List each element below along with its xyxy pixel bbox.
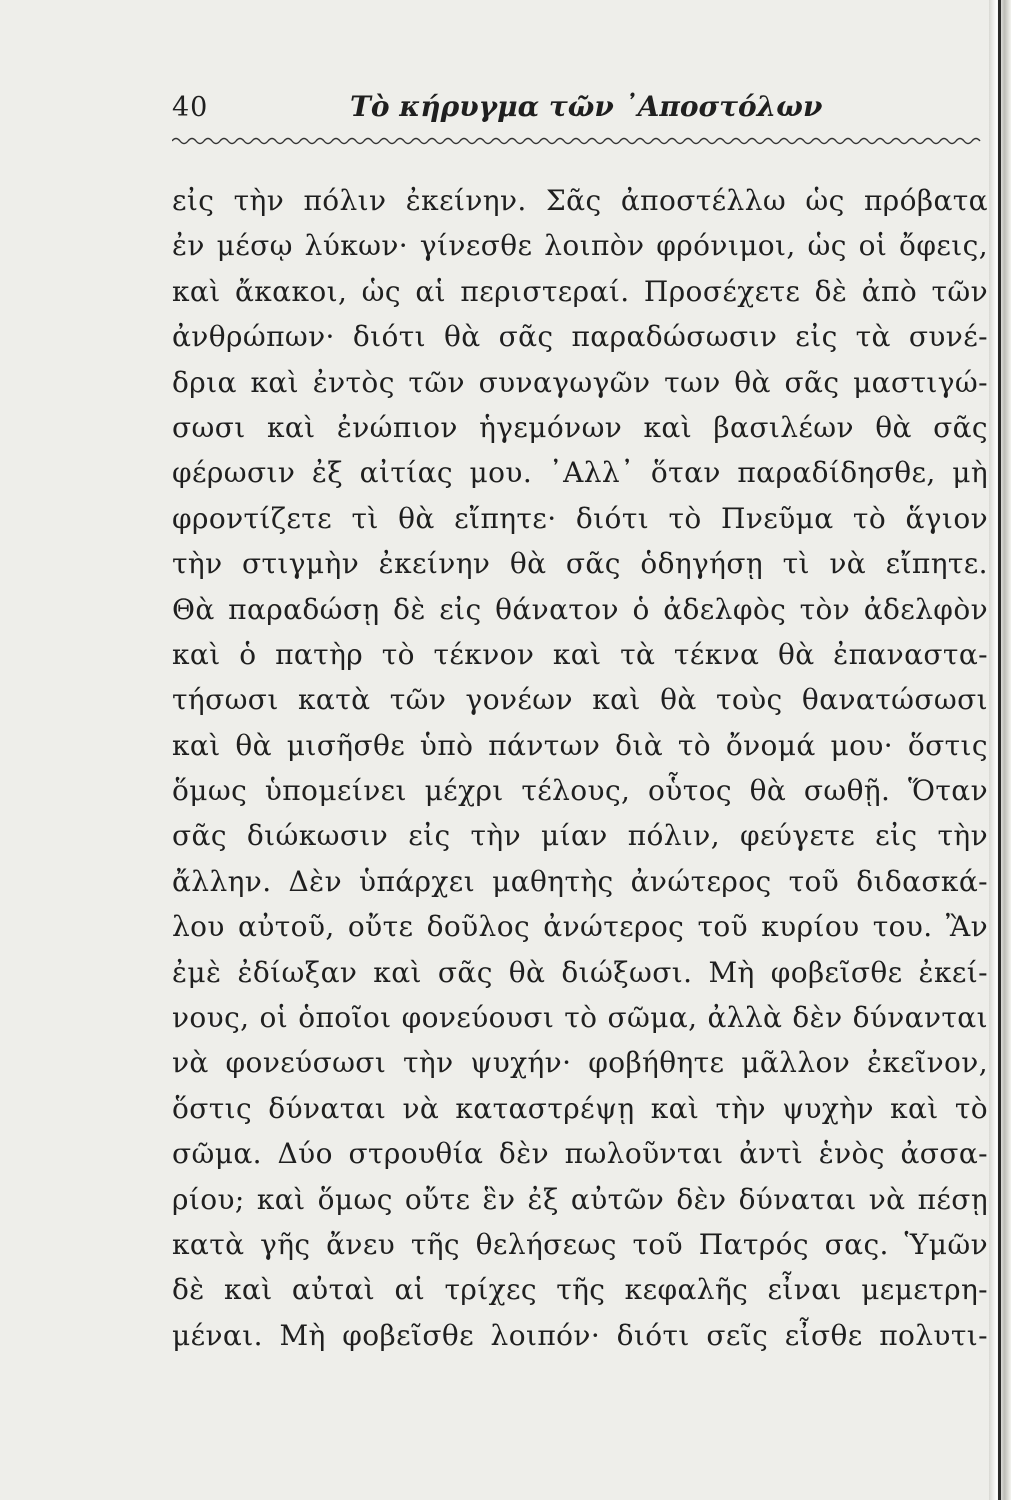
text-line: τήσωσι κατὰ τῶν γονέων καὶ θὰ τοὺς θανατώσωσι bbox=[172, 683, 988, 717]
text-line: σῶμα. Δύο στρουθία δὲν πωλοῦνται ἀντὶ ἑνὸς ἀσσα- bbox=[172, 1137, 988, 1171]
header-wavy-rule bbox=[172, 134, 982, 148]
text-line: ὅστις δύναται νὰ καταστρέψῃ καὶ τὴν ψυχὴν καὶ τὸ bbox=[172, 1091, 988, 1125]
text-line: καὶ ἄκακοι, ὡς αἱ περιστεραί. Προσέχετε δὲ ἀπὸ τῶν bbox=[172, 274, 988, 308]
text-line: δὲ καὶ αὐταὶ αἱ τρίχες τῆς κεφαλῆς εἶναι μεμετρη- bbox=[172, 1273, 988, 1307]
text-line: ἀνθρώπων· διότι θὰ σᾶς παραδώσωσιν εἰς τὰ συνέ- bbox=[172, 320, 988, 354]
text-line: σωσι καὶ ἐνώπιον ἡγεμόνων καὶ βασιλέων θὰ σᾶς bbox=[172, 410, 988, 444]
text-line: ὅμως ὑπομείνει μέχρι τέλους, οὗτος θὰ σωθῇ. Ὅταν bbox=[172, 774, 988, 808]
text-line: εἰς τὴν πόλιν ἐκείνην. Σᾶς ἀποστέλλω ὡς πρόβατα bbox=[172, 184, 988, 217]
text-line: ἐμὲ ἐδίωξαν καὶ σᾶς θὰ διώξωσι. Μὴ φοβεῖσθε ἐκεί- bbox=[172, 955, 988, 989]
text-line: ἄλλην. Δὲν ὑπάρχει μαθητὴς ἀνώτερος τοῦ διδασκά- bbox=[172, 864, 988, 898]
text-line: νους, οἱ ὁποῖοι φονεύουσι τὸ σῶμα, ἀλλὰ δὲν δύνανται bbox=[172, 1001, 988, 1035]
text-line: καὶ ὁ πατὴρ τὸ τέκνον καὶ τὰ τέκνα θὰ ἐπαναστα- bbox=[172, 637, 988, 671]
text-line: κατὰ γῆς ἄνευ τῆς θελήσεως τοῦ Πατρός σας. Ὑμῶν bbox=[172, 1227, 988, 1261]
page-binding-edge bbox=[998, 0, 1001, 1500]
text-line: τὴν στιγμὴν ἐκείνην θὰ σᾶς ὁδηγήσῃ τὶ νὰ εἴπητε. bbox=[172, 547, 988, 581]
body-text bbox=[172, 178, 988, 1358]
text-line: φέρωσιν ἐξ αἰτίας μου. ᾿Αλλ᾽ ὅταν παραδίδησθε, μὴ bbox=[172, 456, 988, 490]
text-line: ρίου; καὶ ὅμως οὔτε ἓν ἐξ αὐτῶν δὲν δύναται νὰ πέσῃ bbox=[172, 1182, 988, 1216]
text-line: νὰ φονεύσωσι τὴν ψυχήν· φοβήθητε μᾶλλον ἐκεῖνον, bbox=[172, 1046, 988, 1080]
text-line: μέναι. Μὴ φοβεῖσθε λοιπόν· διότι σεῖς εἶσθε πολυτι- bbox=[172, 1318, 988, 1352]
text-line: Θὰ παραδώσῃ δὲ εἰς θάνατον ὁ ἀδελφὸς τὸν ἀδελφὸν bbox=[172, 592, 988, 626]
text-line: σᾶς διώκωσιν εἰς τὴν μίαν πόλιν, φεύγετε εἰς τὴν bbox=[172, 819, 988, 853]
text-line: λου αὐτοῦ, οὔτε δοῦλος ἀνώτερος τοῦ κυρίου του. Ἂν bbox=[172, 910, 988, 944]
page-header bbox=[172, 92, 972, 140]
text-line: φροντίζετε τὶ θὰ εἴπητε· διότι τὸ Πνεῦμα τὸ ἅγιον bbox=[172, 501, 988, 535]
text-line: δρια καὶ ἐντὸς τῶν συναγωγῶν των θὰ σᾶς μαστιγώ- bbox=[172, 365, 988, 399]
page-number: 40 bbox=[172, 92, 209, 123]
text-line: καὶ θὰ μισῆσθε ὑπὸ πάντων διὰ τὸ ὄνομά μου· ὅστις bbox=[172, 728, 988, 762]
text-line: ἐν μέσῳ λύκων· γίνεσθε λοιπὸν φρόνιμοι, ὡς οἱ ὄφεις, bbox=[172, 229, 988, 263]
running-title: Τὸ κήρυγμα τῶν ᾿Αποστόλων bbox=[350, 90, 823, 123]
